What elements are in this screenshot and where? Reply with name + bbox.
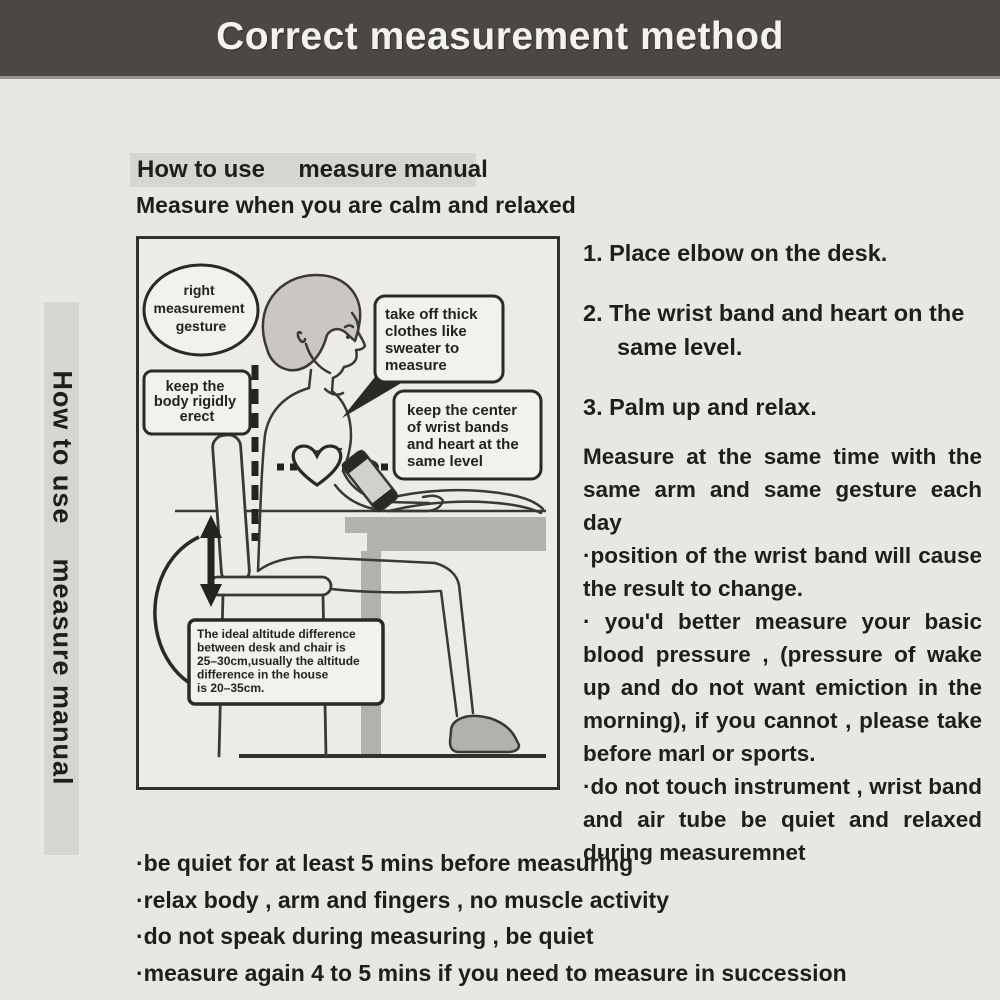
person-back: [258, 388, 309, 571]
note-paragraph: ·do not touch instrument , wrist band and air tube be quiet and relaxed during measuremnet: [583, 774, 982, 865]
side-vertical-label: How to use measure manual: [47, 370, 78, 786]
clothes-bubble-text: take off thick clothes like sweater to measure: [385, 306, 478, 374]
footer-bullet: ·do not speak during measuring , be quiet: [136, 923, 594, 949]
header-bar: [0, 0, 1000, 79]
shin-back: [441, 591, 457, 716]
erect-box-text: keep the body rigidly erect: [153, 379, 237, 425]
page-title: Correct measurement method: [216, 15, 784, 58]
instruction-step-2: [583, 296, 982, 364]
slipper: [450, 716, 519, 752]
measurement-illustration: [139, 239, 557, 787]
note-paragraph: ·position of the wrist band will cause the result to change.: [583, 543, 982, 601]
thigh-top: [258, 557, 435, 571]
wrist-box-text: keep the center of wrist bands and heart at the same level: [407, 402, 519, 470]
instruction-step-3-text: 3. Palm up and relax.: [583, 394, 817, 420]
neck-front: [332, 378, 333, 391]
section-heading: How to use measure manual: [137, 156, 488, 183]
instruction-step-2-line2: same level.: [617, 334, 743, 360]
section-subheading: Measure when you are calm and relaxed: [136, 192, 576, 218]
gesture-oval-text: right measurement gesture: [153, 282, 245, 334]
footer-bullet-list: [136, 845, 847, 991]
instructions-column: [583, 236, 982, 869]
instruction-step-1-text: 1. Place elbow on the desk.: [583, 240, 888, 266]
neck-back: [309, 370, 311, 388]
footer-bullet: ·measure again 4 to 5 mins if you need to measure in succession: [136, 959, 847, 986]
measurement-diagram: [136, 236, 560, 790]
instruction-step-1: [583, 236, 982, 270]
desk-slab: [345, 517, 546, 551]
eye: [346, 335, 350, 339]
footer-bullet: ·relax body , arm and fingers , no muscle activity: [136, 886, 669, 913]
altitude-box-text: The ideal altitude difference between desk and chair is 25–30cm,usually the altitude difference in the house is 20–35cm.: [197, 627, 360, 695]
footer-bullet: ·be quiet for at least 5 mins before measuring: [136, 850, 634, 876]
note-paragraph: · you'd better measure your basic blood pressure , (pressure of wake up and do not want emiction in the morning), if you cannot , please take before marl or sports.: [583, 609, 982, 766]
instruction-step-3: [583, 390, 982, 424]
thigh-bottom: [331, 589, 439, 592]
instruction-step-2-line1: 2. The wrist band and heart on the: [583, 300, 965, 326]
note-paragraph: Measure at the same time with the same arm and same gesture each day: [583, 444, 982, 535]
